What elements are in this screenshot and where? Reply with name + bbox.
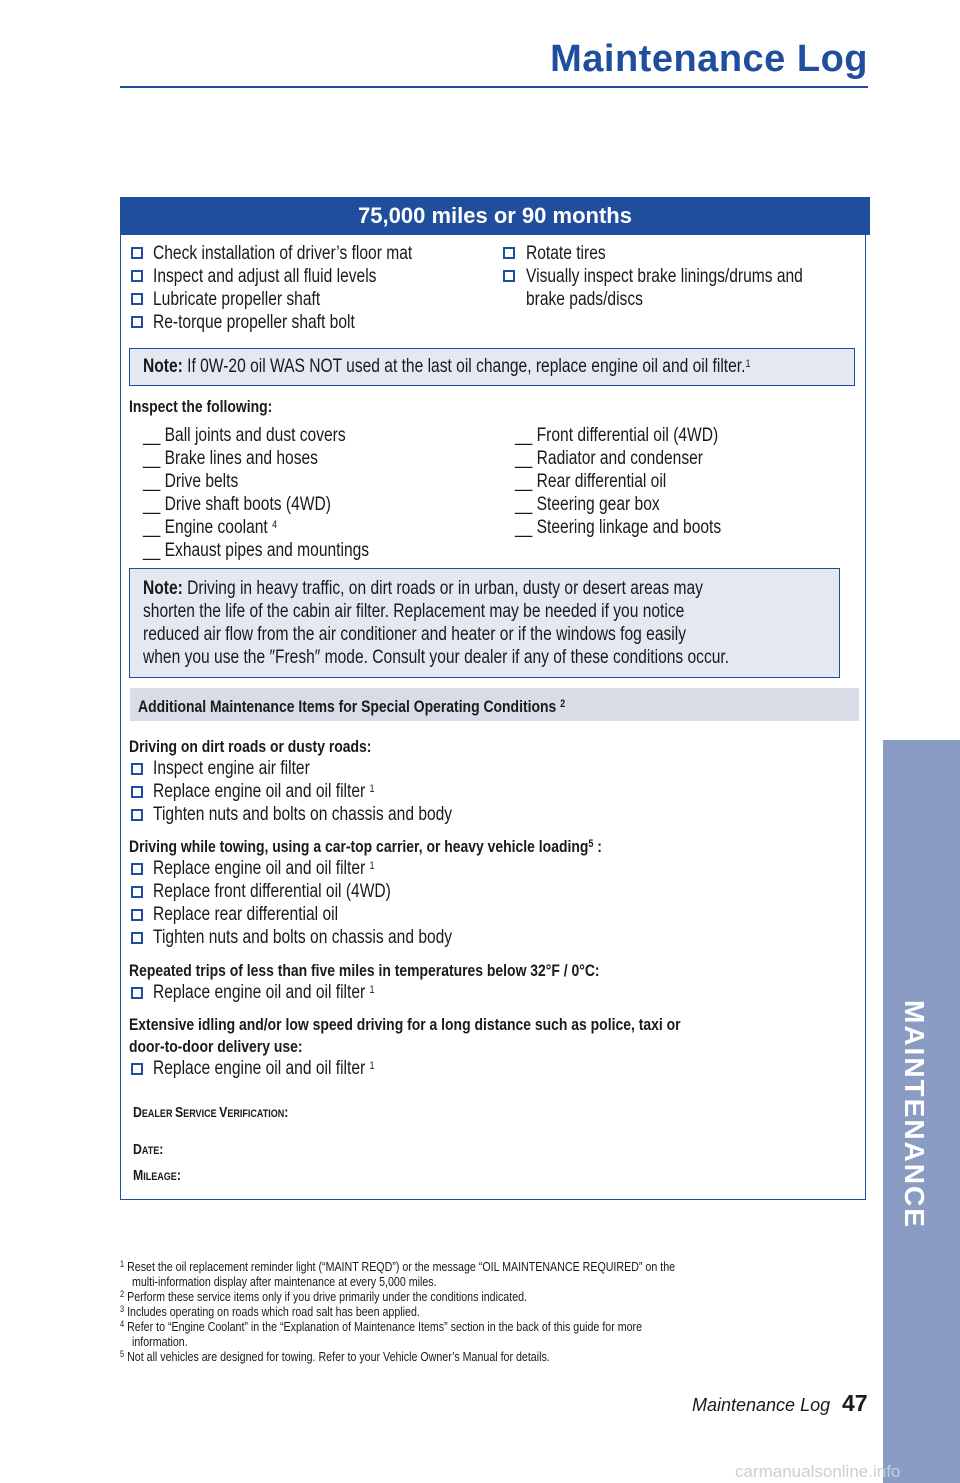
footnote-ref: 1	[369, 984, 375, 996]
inspect-item: __ Exhaust pipes and mountings	[143, 540, 370, 561]
checkbox[interactable]	[131, 863, 143, 875]
checklist-item-text: Replace engine oil and oil filter	[153, 982, 366, 1003]
sc: :	[159, 1141, 164, 1158]
sc: D	[133, 1141, 142, 1158]
checkbox[interactable]	[131, 886, 143, 898]
note-label: Note:	[143, 356, 183, 377]
sc: S	[174, 1104, 184, 1121]
page-number: 47	[842, 1390, 868, 1416]
checklist-item: Visually inspect brake linings/drums and	[526, 266, 803, 287]
inspect-heading: Inspect the following:	[129, 397, 273, 416]
inspect-item: __ Brake lines and hoses	[143, 448, 318, 469]
footnote-number: 3	[120, 1304, 125, 1314]
checklist-item: Check installation of driver’s floor mat	[153, 243, 413, 264]
checkbox[interactable]	[131, 987, 143, 999]
checklist-item	[153, 857, 375, 880]
checklist-item-continued: brake pads/discs	[526, 289, 643, 310]
checkbox[interactable]	[131, 247, 143, 259]
footnote-number: 2	[120, 1289, 125, 1299]
checkbox[interactable]	[131, 763, 143, 775]
checklist-item: Inspect engine air filter	[153, 758, 310, 779]
footnote-ref: 2	[560, 698, 566, 710]
footnote	[120, 1305, 420, 1319]
note-cabin-line	[143, 577, 703, 600]
footnote-text: Refer to “Engine Coolant” in the “Explanation of Maintenance Items” section in the back of this guide for more	[127, 1319, 643, 1334]
idling-heading-continued: door-to-door delivery use:	[129, 1037, 303, 1056]
checklist-item: Re-torque propeller shaft bolt	[153, 312, 355, 333]
towing-heading-text: Driving while towing, using a car-top carrier, or heavy vehicle loading	[129, 837, 589, 856]
footnote-continued: information.	[132, 1334, 188, 1349]
interval-title: 75,000 miles or 90 months	[120, 197, 870, 235]
note-label: Note:	[143, 578, 183, 599]
checklist-item-text: Replace engine oil and oil filter	[153, 1058, 366, 1079]
footnote-ref: 1	[369, 860, 375, 872]
checkbox[interactable]	[131, 786, 143, 798]
checkbox[interactable]	[131, 1063, 143, 1075]
note-oil	[143, 355, 750, 378]
checkbox[interactable]	[503, 247, 515, 259]
page-title: Maintenance Log	[550, 38, 868, 80]
footnote	[120, 1350, 550, 1364]
checkbox[interactable]	[131, 293, 143, 305]
sc: :	[284, 1104, 289, 1121]
sc: :	[176, 1167, 181, 1184]
sc: ERVICE	[183, 1108, 220, 1120]
checkbox[interactable]	[503, 270, 515, 282]
footnote-continued: multi-information display after maintenance at every 5,000 miles.	[132, 1274, 437, 1289]
inspect-item: __ Rear differential oil	[515, 471, 667, 492]
inspect-item	[143, 516, 277, 539]
note-cabin-line: reduced air flow from the air conditioner and heater or if the windows fog easily	[143, 624, 686, 645]
checklist-item: Rotate tires	[526, 243, 606, 264]
inspect-item: __ Drive shaft boots (4WD)	[143, 494, 331, 515]
footnote-text: Not all vehicles are designed for towing. Refer to your Vehicle Owner’s Manual for details.	[127, 1349, 550, 1364]
inspect-item: __ Radiator and condenser	[515, 448, 703, 469]
checklist-item: Tighten nuts and bolts on chassis and body	[153, 804, 453, 825]
inspect-item: __ Steering linkage and boots	[515, 517, 722, 538]
note-cabin-line: when you use the ″Fresh″ mode. Consult your dealer if any of these conditions occur.	[143, 647, 730, 668]
sc: ILEAGE	[143, 1171, 177, 1183]
checklist-item-text: Replace engine oil and oil filter	[153, 858, 366, 879]
mileage-label	[133, 1163, 181, 1189]
footnote-text: Perform these service items only if you drive primarily under the conditions indicated.	[127, 1289, 528, 1304]
side-tab-label: MAINTENANCE	[899, 1000, 930, 1229]
inspect-item-text: __ Engine coolant	[143, 517, 268, 538]
inspect-item: __ Front differential oil (4WD)	[515, 425, 719, 446]
dirt-heading: Driving on dirt roads or dusty roads:	[129, 737, 372, 756]
dealer-verification-label	[133, 1100, 288, 1126]
checklist-item	[153, 981, 375, 1004]
footnote-text: Reset the oil replacement reminder light (“MAINT REQD”) or the message “OIL MAINTENANCE REQUIRED” on the	[127, 1259, 676, 1274]
checklist-item: Replace rear differential oil	[153, 904, 339, 925]
checkbox[interactable]	[131, 270, 143, 282]
checklist-item	[153, 780, 375, 803]
sc: D	[133, 1104, 142, 1121]
sc: M	[133, 1167, 144, 1184]
inspect-item: __ Drive belts	[143, 471, 239, 492]
checkbox[interactable]	[131, 809, 143, 821]
sc: EALER	[141, 1108, 175, 1120]
footnote-ref: 4	[272, 519, 278, 531]
towing-heading	[129, 835, 602, 858]
date-label	[133, 1137, 163, 1163]
idling-heading: Extensive idling and/or low speed driving for a long distance such as police, taxi or	[129, 1015, 681, 1034]
footnote-ref: 5	[588, 838, 594, 850]
inspect-item: __ Ball joints and dust covers	[143, 425, 346, 446]
towing-heading-end: :	[597, 837, 602, 856]
checklist-item: Lubricate propeller shaft	[153, 289, 321, 310]
checklist-item-text: Replace engine oil and oil filter	[153, 781, 366, 802]
footnote	[120, 1320, 642, 1334]
footnote	[120, 1290, 527, 1304]
footnote-ref: 1	[745, 358, 751, 370]
footnote	[120, 1260, 675, 1274]
sc: ATE	[141, 1145, 160, 1157]
title-divider	[120, 86, 868, 88]
checklist-item: Replace front differential oil (4WD)	[153, 881, 391, 902]
note-text: If 0W-20 oil WAS NOT used at the last oil change, replace engine oil and oil filter.	[187, 356, 746, 377]
checklist-item	[153, 1057, 375, 1080]
sc: ERIFICATION	[227, 1108, 285, 1120]
footer-section-label: Maintenance Log	[692, 1395, 831, 1415]
checklist-item: Inspect and adjust all fluid levels	[153, 266, 377, 287]
footnote-ref: 1	[369, 783, 375, 795]
footnote-ref: 1	[369, 1060, 375, 1072]
footnote-number: 1	[120, 1259, 125, 1269]
note-cabin-line: shorten the life of the cabin air filter. Replacement may be needed if you notice	[143, 601, 685, 622]
short-trips-heading: Repeated trips of less than five miles in temperatures below 32°F / 0°C:	[129, 961, 600, 980]
note-text: Driving in heavy traffic, on dirt roads or in urban, dusty or desert areas may	[187, 578, 703, 599]
sc: V	[219, 1104, 228, 1121]
footnote-number: 5	[120, 1349, 125, 1359]
checklist-item: Tighten nuts and bolts on chassis and body	[153, 927, 453, 948]
footnote-number: 4	[120, 1319, 125, 1329]
additional-heading-text: Additional Maintenance Items for Special Operating Conditions	[138, 697, 557, 716]
checkbox[interactable]	[131, 932, 143, 944]
inspect-item: __ Steering gear box	[515, 494, 660, 515]
checkbox[interactable]	[131, 316, 143, 328]
watermark: carmanualsonline.info	[735, 1462, 901, 1481]
checkbox[interactable]	[131, 909, 143, 921]
footnote-text: Includes operating on roads which road salt has been applied.	[127, 1304, 420, 1319]
additional-heading	[138, 695, 565, 718]
